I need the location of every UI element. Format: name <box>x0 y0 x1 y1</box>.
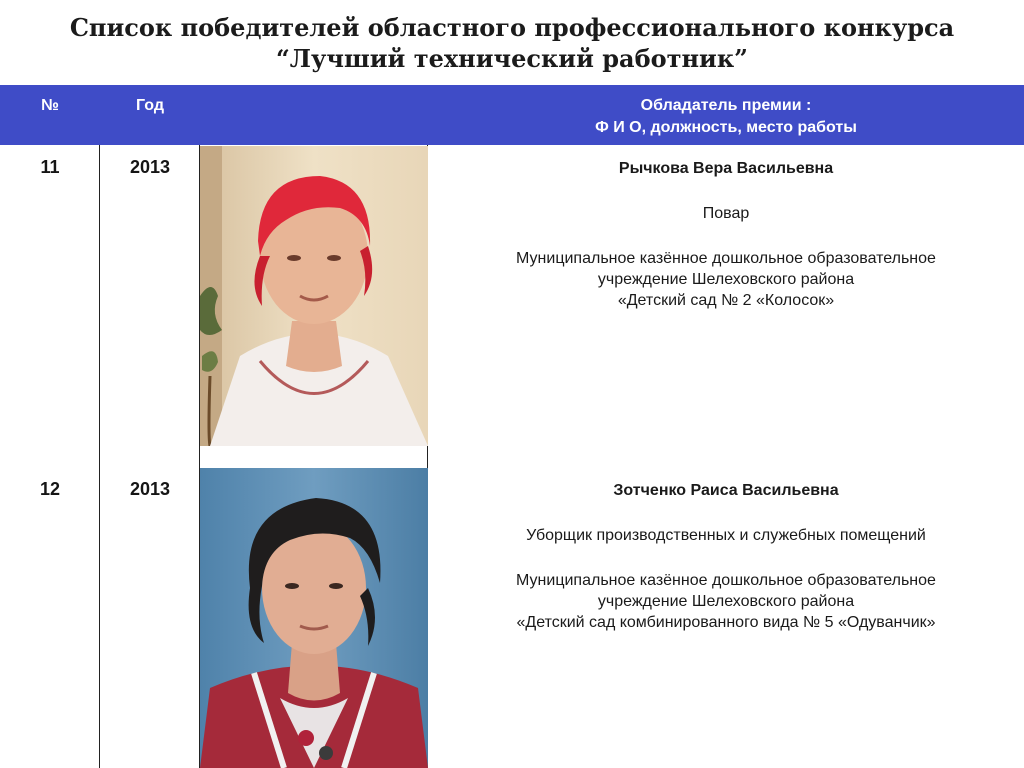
header-number: № <box>41 97 59 114</box>
winner-photo <box>200 468 428 768</box>
winner-photo <box>200 146 428 446</box>
org-line-2: учреждение Шелеховского района <box>597 593 855 610</box>
org-line-2: учреждение Шелеховского района <box>597 271 855 288</box>
column-divider <box>99 145 100 768</box>
title-line-1: Список победителей областного профессионального конкурса <box>69 13 955 42</box>
winner-position: Повар <box>702 205 750 222</box>
winner-info <box>428 158 1024 311</box>
row-number: 11 <box>40 157 60 177</box>
winner-organization <box>428 570 1024 633</box>
org-line-3: «Детский сад № 2 «Колосок» <box>617 292 835 309</box>
winner-organization <box>428 248 1024 311</box>
org-line-1: Муниципальное казённое дошкольное образовательное <box>516 250 936 267</box>
row-year: 2013 <box>129 157 171 177</box>
header-owner-line-1: Обладатель премии : <box>640 97 812 114</box>
org-line-1: Муниципальное казённое дошкольное образовательное <box>516 572 936 589</box>
row-number: 12 <box>39 479 61 499</box>
header-owner <box>428 95 1024 139</box>
row-year: 2013 <box>129 479 171 499</box>
header-owner-line-2: Ф И О, должность, место работы <box>595 119 857 136</box>
header-year: Год <box>136 97 164 114</box>
winner-info <box>428 480 1024 633</box>
table-header <box>0 85 1024 145</box>
winner-name: Рычкова Вера Васильевна <box>618 160 834 177</box>
title-line-2: “Лучший технический работник” <box>276 44 748 73</box>
winner-position: Уборщик производственных и служебных помещений <box>526 527 926 544</box>
org-line-3: «Детский сад комбинированного вида № 5 «Одуванчик» <box>516 614 936 631</box>
page-title <box>0 12 1024 74</box>
winner-name: Зотченко Раиса Васильевна <box>613 482 839 499</box>
